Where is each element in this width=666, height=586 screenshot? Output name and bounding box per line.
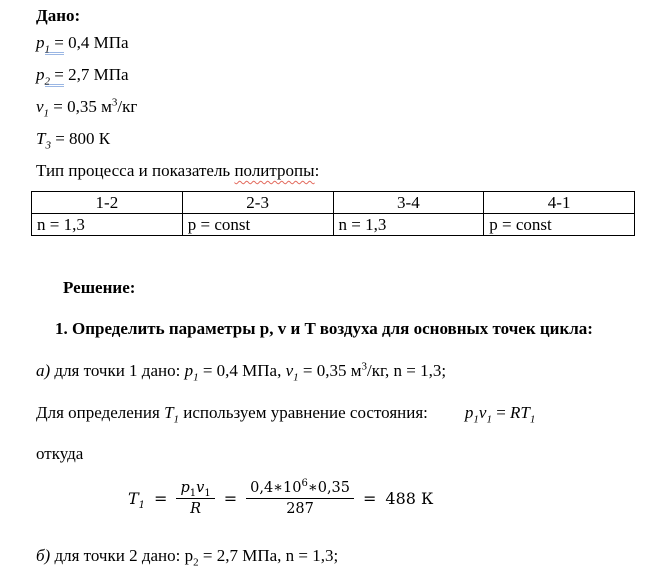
given-line-p2: [36, 65, 640, 88]
equals-sign: =: [491, 403, 511, 422]
subscript-1: 1: [293, 371, 299, 384]
table-value-cell: p = const: [484, 214, 635, 236]
point-a-text: = 0,35 м: [298, 361, 362, 380]
point-a-text: = 0,4 МПа,: [198, 361, 286, 380]
colon: :: [314, 161, 320, 180]
point-a-label: а): [36, 361, 51, 380]
exponent-6: 6: [301, 478, 308, 490]
subscript-1: 1: [44, 43, 50, 56]
symbol-p1: p: [464, 403, 474, 422]
subscript-2: 2: [44, 75, 50, 88]
symbol-p2: p: [36, 65, 45, 84]
subscript-1: 1: [473, 413, 479, 426]
subscript-2: 2: [193, 556, 199, 569]
subscript-1: 1: [193, 371, 199, 384]
subscript-1: 1: [138, 500, 146, 512]
symbol-t1: T: [164, 403, 174, 422]
equals-sign: =: [50, 65, 64, 84]
solution-heading-text: Решение:: [63, 278, 136, 297]
given-line-p1: [36, 33, 640, 56]
formula-result: 488 К: [385, 489, 434, 509]
fraction-denominator: 287: [286, 501, 314, 518]
fraction-numerator: [176, 479, 214, 499]
fraction-numerator: [246, 479, 354, 499]
process-type-text: Тип процесса и показатель: [36, 161, 235, 180]
value-p1: 0,4 МПа: [63, 33, 129, 52]
process-type-line: [36, 161, 640, 181]
equals-sign: =: [154, 489, 168, 509]
equals-sign: =: [223, 489, 238, 509]
subscript-3: 3: [45, 139, 51, 152]
point-b-text: для точки 2 дано: p: [50, 546, 194, 566]
point-a-line: [36, 360, 640, 384]
formula-lhs: [128, 489, 146, 512]
numeric-value: ∗0,35: [307, 480, 350, 496]
symbol-p1: p: [36, 33, 45, 52]
whence-line: [36, 444, 640, 464]
point-b-line: [36, 546, 640, 569]
point-b-text: = 2,7 МПа, n = 1,3;: [198, 546, 339, 566]
state-equation-text: используем уравнение состояния:: [179, 403, 428, 422]
symbol-p1: p: [180, 480, 190, 496]
state-equation-text: Для определения: [36, 403, 165, 422]
fraction-symbolic: [176, 479, 214, 518]
unit-v1: /кг: [117, 97, 138, 116]
equals-sign: =: [50, 33, 64, 52]
solution-step1-heading: [36, 319, 640, 339]
table-header-cell: 2-3: [182, 192, 333, 214]
point-a-text: для точки 1 дано:: [50, 361, 185, 380]
symbol-v1: v: [478, 403, 487, 422]
t1-formula: [128, 479, 640, 518]
fraction-numeric: [246, 479, 354, 518]
subscript-1: 1: [43, 107, 50, 120]
grammar-check-mark: [45, 65, 64, 87]
spellcheck-flagged-word: политропы: [234, 161, 315, 180]
table-value-cell: n = 1,3: [32, 214, 183, 236]
solution-heading: [36, 278, 640, 298]
superscript-3: 3: [111, 96, 118, 109]
process-table: [31, 191, 635, 236]
grammar-check-mark: [45, 33, 64, 55]
table-header-cell: 4-1: [484, 192, 635, 214]
process-table-header-row: [32, 192, 635, 214]
table-value-cell: p = const: [182, 214, 333, 236]
subscript-1: 1: [189, 487, 197, 499]
table-header-cell: 3-4: [333, 192, 484, 214]
whence-text: откуда: [36, 444, 84, 463]
symbol-v1: v: [196, 480, 205, 496]
point-a-text: /кг, n = 1,3;: [367, 361, 447, 380]
subscript-1: 1: [173, 413, 180, 426]
point-b-label: б): [36, 546, 51, 566]
symbol-t1: T: [128, 489, 139, 509]
symbol-v1: v: [36, 97, 44, 116]
subscript-1: 1: [204, 487, 211, 499]
fraction-denominator: R: [190, 501, 202, 518]
symbol-v1: v: [285, 361, 294, 380]
subscript-1: 1: [486, 413, 492, 426]
table-value-cell: n = 1,3: [333, 214, 484, 236]
equals-sign: =: [363, 489, 377, 509]
given-line-t3: [36, 129, 640, 152]
value-t3: = 800 К: [50, 129, 111, 148]
subscript-1: 1: [529, 413, 536, 426]
value-v1: = 0,35 м: [49, 97, 112, 116]
process-table-value-row: [32, 214, 635, 236]
solution-step1-text: 1. Определить параметры p, v и T воздуха для основных точек цикла:: [55, 319, 593, 338]
given-line-v1: [36, 96, 640, 120]
symbol-t3: T: [36, 129, 46, 148]
given-heading-text: Дано:: [36, 6, 81, 25]
numeric-value: 0,4∗10: [250, 480, 302, 496]
symbol-p1: p: [184, 361, 194, 380]
symbol-rt1: RT: [510, 403, 530, 422]
value-p2: 2,7 МПа: [63, 65, 129, 84]
table-header-cell: 1-2: [32, 192, 183, 214]
state-equation-line: [36, 403, 640, 426]
given-heading: [36, 6, 640, 26]
superscript-3: 3: [361, 360, 367, 373]
